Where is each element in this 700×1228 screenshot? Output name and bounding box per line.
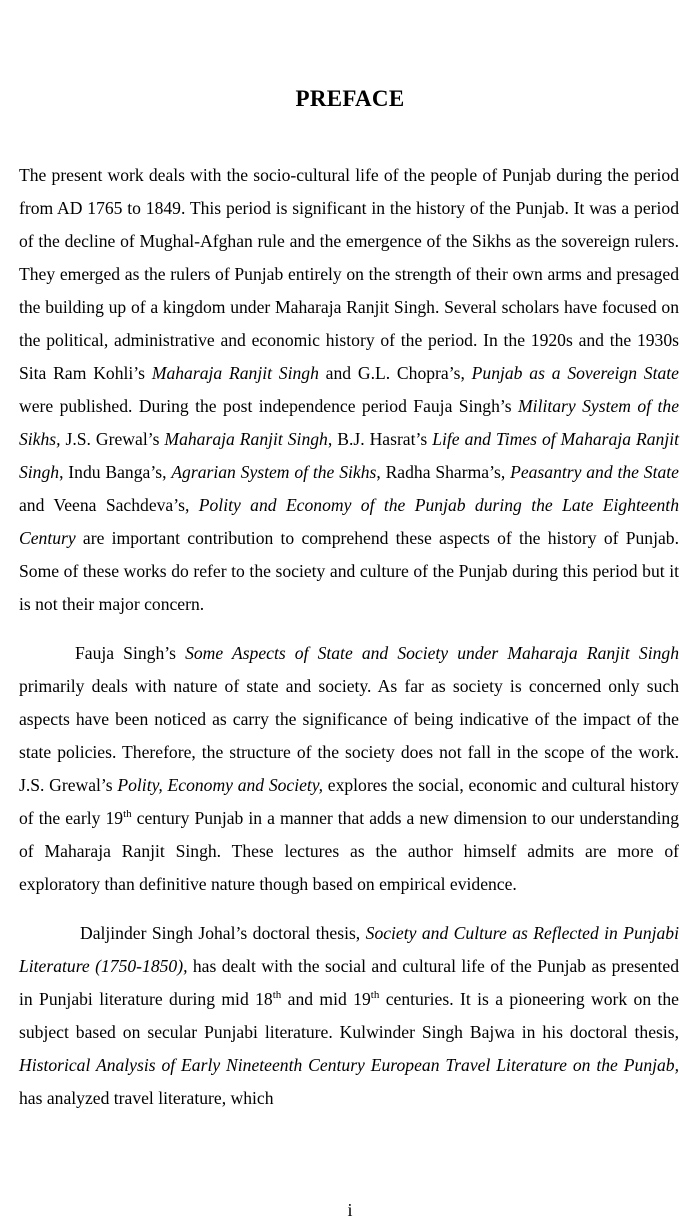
text-run: are important contribution to comprehend these aspects of the history of Punjab. Some of these works do refer to the society and culture of the Punjab during this period but it is not their major concern. — [19, 528, 679, 614]
text-run: , Radha Sharma’s, — [376, 462, 511, 482]
italic-title: Agrarian System of the Sikhs — [171, 462, 377, 482]
text-run: has analyzed travel literature, which — [19, 1088, 274, 1108]
text-run: explores the social, economic and cultural history of the early 19 — [19, 775, 679, 828]
paragraph — [19, 637, 679, 901]
italic-title: Maharaja Ranjit Singh — [164, 429, 328, 449]
paragraph — [19, 917, 679, 1115]
text-run: and G.L. Chopra’s, — [318, 363, 472, 383]
italic-title: Historical Analysis of Early Nineteenth Century European Travel Literature on the Punjab, — [19, 1055, 679, 1075]
text-run: century Punjab in a manner that adds a new dimension to our understanding of Maharaja Ranjit Singh. These lectures as the author himself admits are more of exploratory than definitive nature though based on empirical evidence. — [19, 808, 679, 894]
italic-title: Polity and Economy of the Punjab during the Late Eighteenth Century — [19, 495, 679, 548]
text-run: were published. During the post independence period Fauja Singh’s — [19, 396, 519, 416]
text-run: , Indu Banga’s, — [59, 462, 172, 482]
italic-title: Military System of the Sikhs, — [19, 396, 679, 449]
superscript-text: th — [272, 989, 282, 1002]
italic-title: Peasantry and the State — [510, 462, 679, 482]
page-title: PREFACE — [295, 86, 405, 111]
italic-title: Life and Times of Maharaja Ranjit Singh — [19, 429, 679, 482]
preface-body — [19, 159, 679, 1115]
text-run: Daljinder Singh Johal’s doctoral thesis, — [80, 923, 366, 943]
text-run: primarily deals with nature of state and society. As far as society is concerned only such aspects have been noticed as carry the significance of being indicative of the impact of the state policies. Therefore, the structure of the society does not fall in the scope of the work. J.S. Grewal’s — [19, 676, 679, 795]
text-run: has dealt with the social and cultural life of the Punjab as presented in Punjabi literature during mid 18 — [19, 956, 679, 1009]
superscript-text: th — [370, 989, 380, 1002]
text-run: The present work deals with the socio-cultural life of the people of Punjab during the period from AD 1765 to 1849. This period is significant in the history of the Punjab. It was a period of the decline of Mughal-Afghan rule and the emergence of the Sikhs as the sovereign rulers. They emerged as the rulers of Punjab entirely on the strength of their own arms and presaged the building up of a kingdom under Maharaja Ranjit Singh. Several scholars have focused on the political, administrative and economic history of the period. In the 1920s and the 1930s Sita Ram Kohli’s — [19, 165, 679, 383]
italic-title: Some Aspects of State and Society under Maharaja Ranjit Singh — [185, 643, 679, 663]
text-run: J.S. Grewal’s — [60, 429, 165, 449]
superscript-text: th — [123, 808, 132, 821]
text-run: and Veena Sachdeva’s, — [19, 495, 199, 515]
italic-title: Polity, Economy and Society, — [117, 775, 324, 795]
page-number: i — [347, 1200, 353, 1220]
text-run: Fauja Singh’s — [75, 643, 186, 663]
paragraph — [19, 159, 679, 621]
text-run: , B.J. Hasrat’s — [327, 429, 433, 449]
italic-title: Society and Culture as Reflected in Punjabi Literature (1750-1850), — [19, 923, 679, 976]
italic-title: Maharaja Ranjit Singh — [151, 363, 319, 383]
text-run: centuries. It is a pioneering work on the subject based on secular Punjabi literature. Kulwinder Singh Bajwa in his doctoral thesis, — [19, 989, 679, 1042]
text-run: and mid 19 — [281, 989, 371, 1009]
italic-title: Punjab as a Sovereign State — [471, 363, 679, 383]
